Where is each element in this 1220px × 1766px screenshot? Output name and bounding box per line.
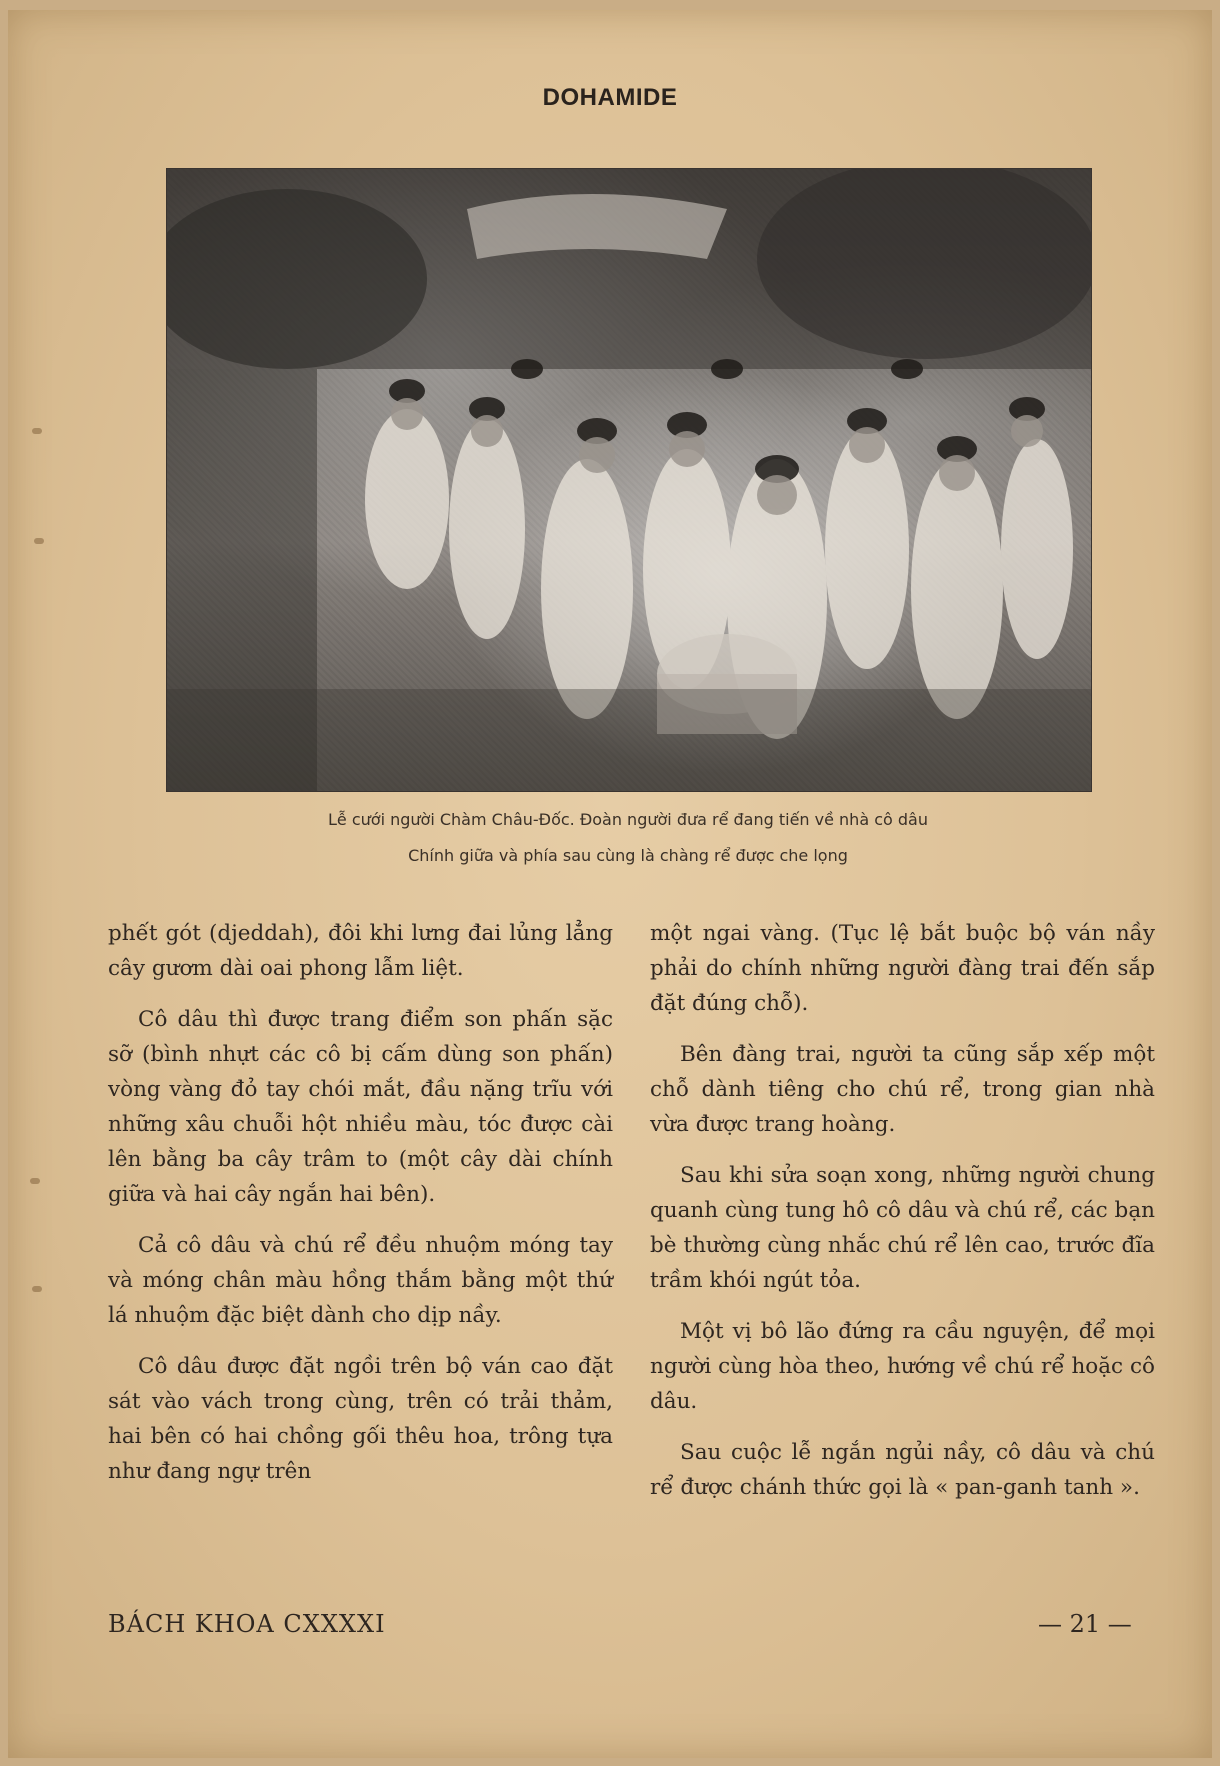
- paragraph: một ngai vàng. (Tục lệ bắt buộc bộ ván nầy phải do chính những người đàng trai đến sắp đặt đúng chỗ).: [650, 921, 1155, 1016]
- photo-illustration-icon: [167, 169, 1091, 791]
- page-number: — 21 —: [1038, 1610, 1132, 1638]
- paragraph: Sau cuộc lễ ngắn ngủi nầy, cô dâu và chú rể được chánh thức gọi là « pan-ganh tanh ».: [650, 1440, 1155, 1500]
- paragraph: Cô dâu được đặt ngồi trên bộ ván cao đặt sát vào vách trong cùng, trên có trải thảm, hai bên có hai chồng gối thêu hoa, trông tựa như đang ngự trên: [108, 1354, 613, 1484]
- document-page: [8, 10, 1212, 1758]
- punch-hole-mark: [30, 1178, 40, 1184]
- paragraph: Cả cô dâu và chú rể đều nhuộm móng tay và móng chân màu hồng thắm bằng một thứ lá nhuộm đặc biệt dành cho dịp nầy.: [108, 1233, 613, 1328]
- punch-hole-mark: [34, 538, 44, 544]
- wedding-procession-photo: [166, 168, 1092, 792]
- right-text-column: [650, 916, 1155, 1521]
- running-head: DOHAMIDE: [542, 84, 678, 111]
- paragraph: phết gót (djeddah), đôi khi lưng đai lủng lẳng cây gươm dài oai phong lẫm liệt.: [108, 921, 613, 981]
- paragraph: Cô dâu thì được trang điểm son phấn sặc sỡ (bình nhựt các cô bị cấm dùng son phấn) vòng vàng đỏ tay chói mắt, đầu nặng trĩu với những xâu chuỗi hột nhiều màu, tóc được cài lên bằng ba cây trâm to (một cây dài chính giữa và hai cây ngắn hai bên).: [108, 1007, 613, 1207]
- paragraph: Bên đàng trai, người ta cũng sắp xếp một chỗ dành tiêng cho chú rể, trong gian nhà vừa được trang hoàng.: [650, 1042, 1155, 1137]
- paragraph: Sau khi sửa soạn xong, những người chung quanh cùng tung hô cô dâu và chú rể, các bạn bè thường cùng nhắc chú rể lên cao, trước đĩa trầm khói ngút tỏa.: [650, 1163, 1155, 1293]
- left-text-column: [108, 916, 613, 1505]
- punch-hole-mark: [32, 1286, 42, 1292]
- photo-caption-line-1: Lễ cưới người Chàm Châu-Đốc. Đoàn người đưa rể đang tiến về nhà cô dâu: [328, 810, 928, 829]
- photo-caption-line-2: Chính giữa và phía sau cùng là chàng rể được che lọng: [408, 846, 848, 865]
- paragraph: Một vị bô lão đứng ra cầu nguyện, để mọi người cùng hòa theo, hướng về chú rể hoặc cô dâu.: [650, 1319, 1155, 1414]
- publication-name: BÁCH KHOA CXXXXI: [108, 1610, 386, 1638]
- punch-hole-mark: [32, 428, 42, 434]
